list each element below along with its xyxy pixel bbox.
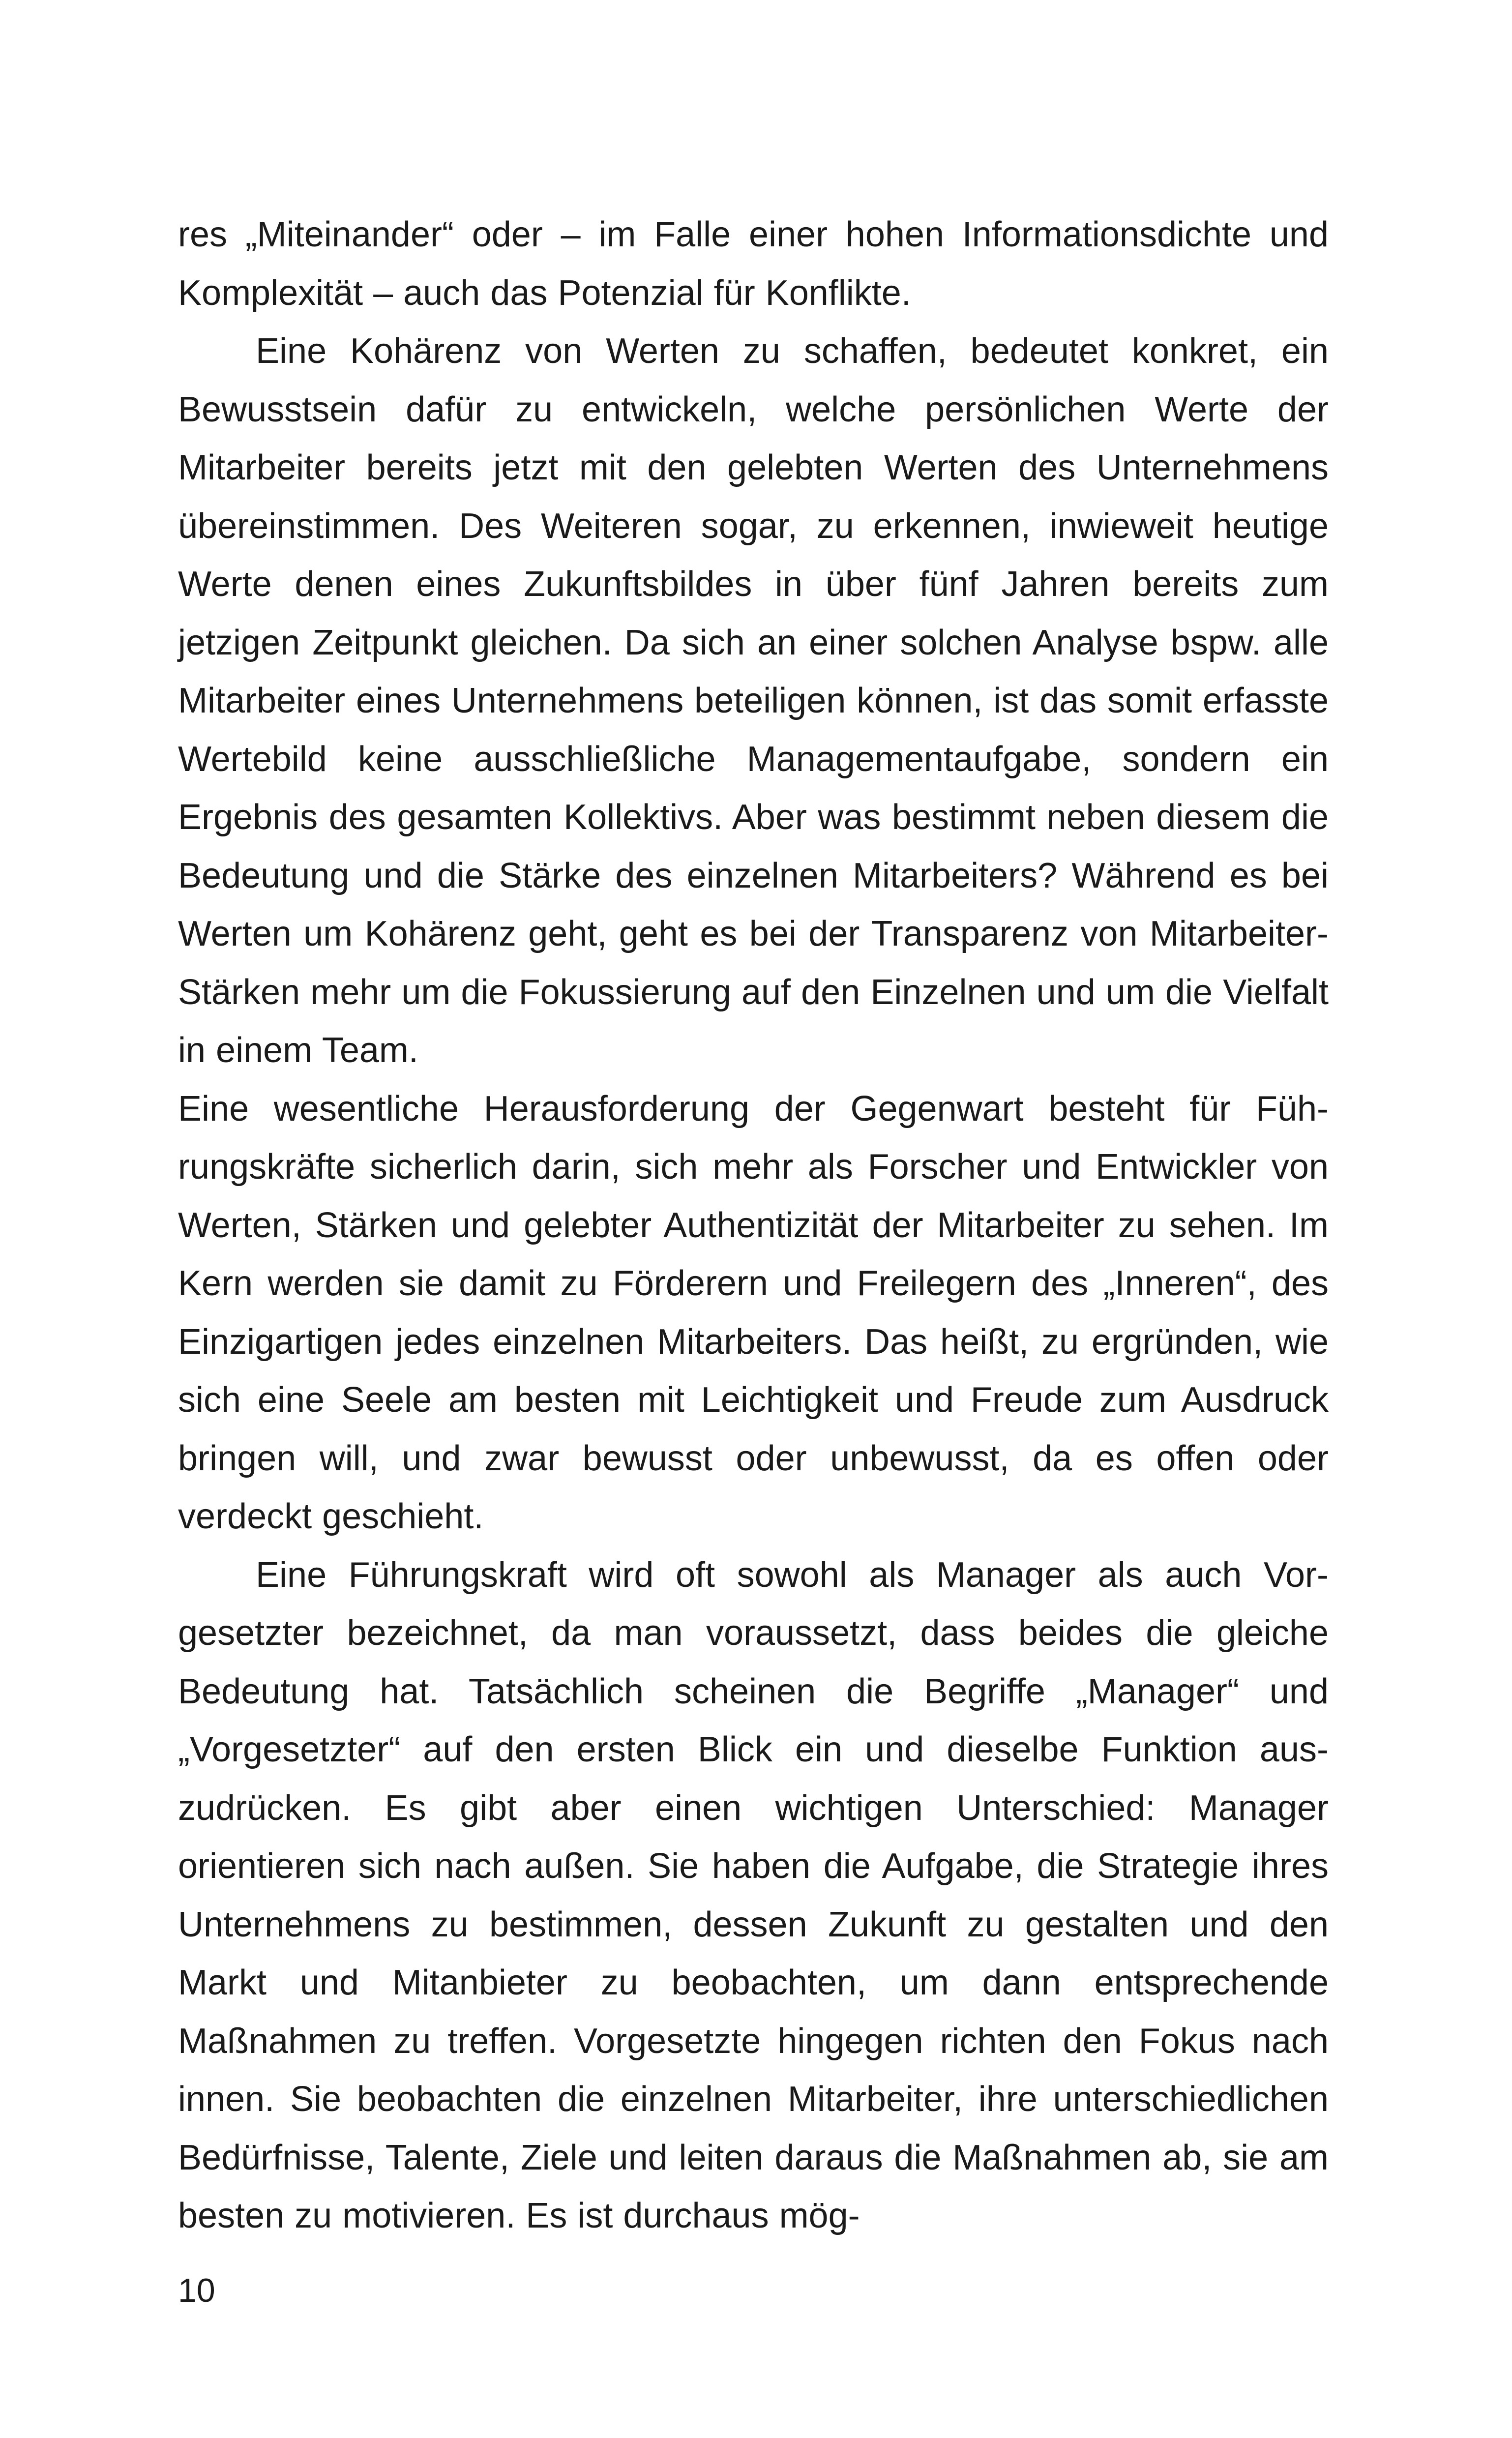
paragraph-manager-vorgesetzter: Eine Führungskraft wird oft sowohl als Manager als auch Vorgesetzter bezeichnet, da man voraussetzt, dass beides die gleiche Bedeutung hat. Tatsächlich scheinen die Begriffe „Manager“ und „Vorgesetzter“ auf den ersten Blick ein und dieselbe Funktion auszudrücken. Es gibt aber einen wichtigen Unterschied: Manager orientieren sich nach außen. Sie haben die Aufgabe, die Strategie ihres Unternehmens zu bestimmen, dessen Zukunft zu gestalten und den Markt und Mitanbieter zu beobachten, um dann entsprechende Maßnahmen zu treffen. Vorgesetzte hingegen richten den Fokus nach innen. Sie beobachten die einzelnen Mitarbeiter, ihre unterschiedlichen Bedürfnisse, Talente, Ziele und leiten daraus die Maßnahmen ab, sie am besten zu motivieren. Es ist durchaus mög-	[178, 1555, 1329, 2235]
paragraph-werte-kohaerenz: Eine Kohärenz von Werten zu schaffen, bedeutet konkret, ein Bewusstsein dafür zu entwickeln, welche persönlichen Werte der Mitarbeiter bereits jetzt mit den gelebten Werten des Unternehmens übereinstimmen. Des Weiteren sogar, zu erkennen, inwieweit heutige Werte denen eines Zukunftsbildes in über fünf Jahren bereits zum jetzigen Zeitpunkt gleichen. Da sich an einer solchen Analyse bspw. alle Mitarbeiter eines Unternehmens beteiligen können, ist das somit erfasste Wertebild keine ausschließliche Managementaufgabe, sondern ein Ergebnis des gesamten Kollektivs. Aber was bestimmt neben diesem die Bedeutung und die Stärke des einzelnen Mitarbeiters? Während es bei Werten um Kohärenz geht, geht es bei der Transparenz von Mitarbeiter-Stärken mehr um die Fokussierung auf den Einzelnen und um die Vielfalt in einem Team.	[178, 331, 1329, 1070]
paragraph-herausforderung: Eine wesentliche Herausforderung der Gegenwart besteht für Führungskräfte sicherlich darin, sich mehr als Forscher und Entwickler von Werten, Stärken und gelebter Authentizität der Mitarbeiter zu sehen. Im Kern werden sie damit zu Förderern und Freilegern des „Inneren“, des Einzigartigen jedes einzelnen Mitarbeiters. Das heißt, zu ergründen, wie sich eine Seele am besten mit Leichtigkeit und Freude zum Ausdruck bringen will, und zwar bewusst oder unbewusst, da es offen oder verdeckt geschieht.	[178, 1089, 1329, 1536]
body-text	[178, 206, 1329, 2245]
page-number: 10	[178, 2272, 215, 2309]
paragraph-continuation: res „Miteinander“ oder – im Falle einer hohen Informationsdichte und Komplexität – auch das Potenzial für Konflikte.	[178, 215, 1329, 313]
